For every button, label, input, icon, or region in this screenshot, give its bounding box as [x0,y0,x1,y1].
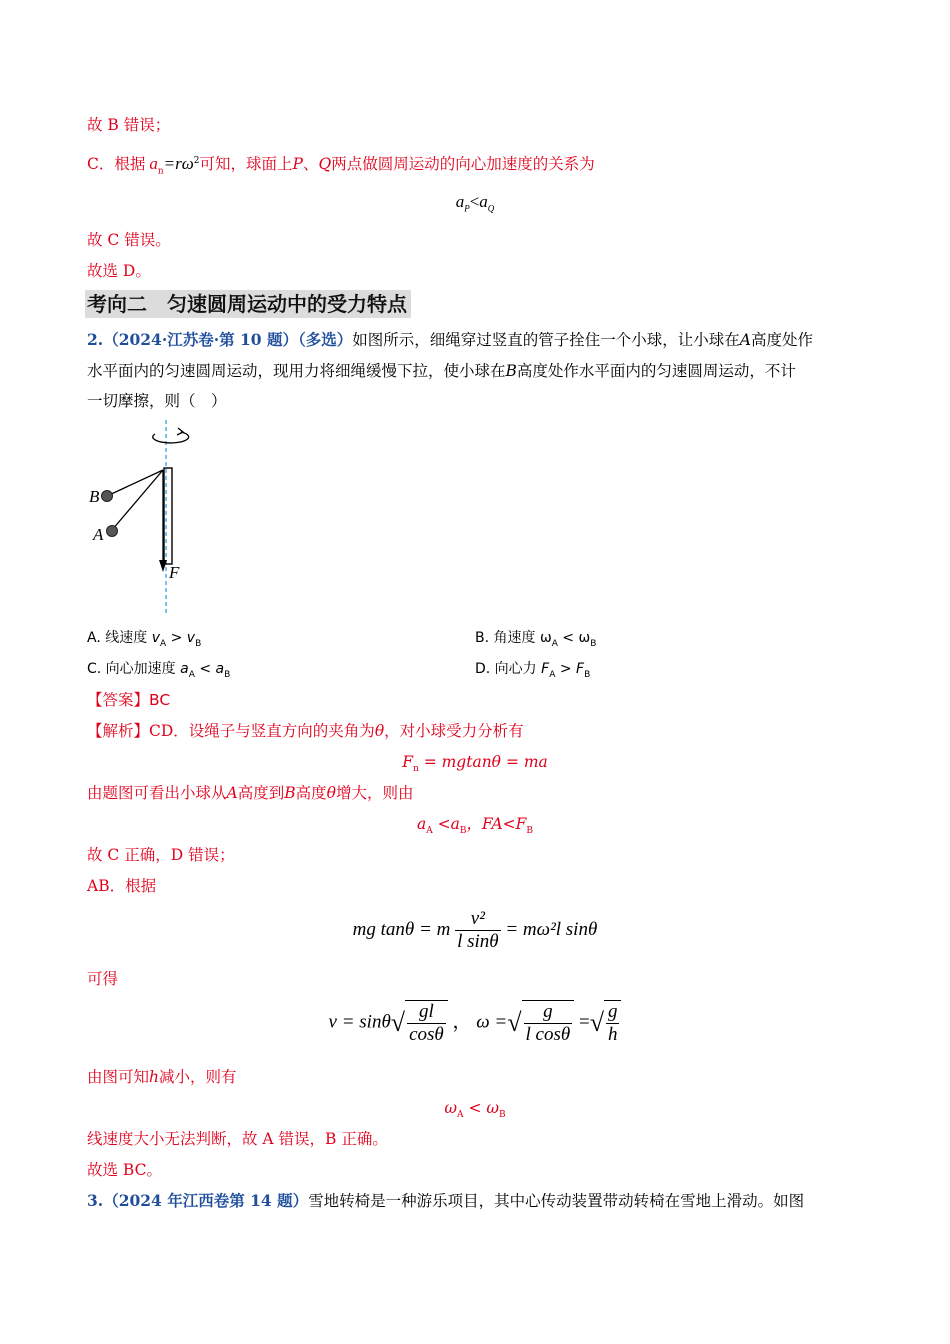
text-line: 故 C 错误。 [87,231,171,249]
formula-ap-aq: $a_P<a_Q$ [455,192,495,214]
equation-1: $F_n = mgtan\theta$ = ma [402,753,548,775]
string-to-A [112,470,163,530]
section-heading: 考向二 匀速圆周运动中的受力特点 [85,290,411,318]
equation-2: $a_A <a_B$，$FA<F_B$ [417,815,533,837]
text-line: 故选 D。 [87,262,151,280]
option-c[interactable]: C. 向心加速度 $a_A < a_B$ [87,661,231,680]
analysis-line-3: 故 C 正确，D 错误； [87,846,235,864]
answer-line: 【答案】BC [87,691,171,709]
string-to-B [107,470,163,496]
analysis-line-5: 可得 [87,970,119,988]
analysis-line-8: 故选 BC。 [87,1161,162,1179]
analysis-line-6: 由图可知h减小，则有 [87,1068,237,1086]
option-d[interactable]: D. 向心力 $F_A > F_B$ [475,661,591,680]
math-equation-2: v = sinθ√ $\frac{gl}{\cos\theta}$ ， ω =√ $\frac{g}{\text{l cosθ}}$ =√ $\frac{g}{h}$ [0,1000,950,1046]
text-line: 故 B 错误； [87,116,171,134]
option-b[interactable]: B. 角速度 $\omega_A < \omega_B$ [475,630,597,649]
question-3-line-1: 3.（2024 年江西卷第 14 题）雪地转椅是一种游乐项目，其中心传动装置带动转椅在雪地上滑动。如图 [87,1191,805,1210]
analysis-line-1: 【解析】CD．设绳子与竖直方向的夹角为θ，对小球受力分析有 [87,722,524,740]
question-2-line-1: 2.（2024·江苏卷·第 10 题）（多选）如图所示，细绳穿过竖直的管子拴住一个小球，让小球在A高度处作 [87,330,813,349]
option-a[interactable]: A. 线速度 $v_A > v_B$ [87,630,202,649]
ball-B [102,491,113,502]
pendulum-tube-figure [85,420,215,620]
analysis-line-2: 由题图可看出小球从A高度到B高度θ增大，则由 [87,784,414,802]
equation-3: $\omega_A < \omega_B$ [444,1099,506,1121]
analysis-line-4: AB．根据 [87,877,157,895]
rotation-arrow-icon [153,432,189,443]
text-line: C．根据 $a_n=r\omega^2$可知，球面上P、Q两点做圆周运动的向心加速度的关系为 [87,154,595,177]
analysis-line-7: 线速度大小无法判断，故 A 错误，B 正确。 [87,1130,388,1148]
label-B: B [89,487,100,506]
question-2-line-3: 一切摩擦，则（ ） [87,392,227,410]
math-equation-1: mg tanθ = m $\frac{\text{v²}}{\text{l sinθ}}$ = mω²l sinθ [352,908,598,952]
label-A: A [93,525,104,544]
ball-A [107,526,118,537]
question-2-line-2: 水平面内的匀速圆周运动，现用力将细绳缓慢下拉，使小球在B高度处作水平面内的匀速圆周运动，不计 [87,362,796,380]
tube [164,468,172,564]
label-F: F [169,563,180,582]
